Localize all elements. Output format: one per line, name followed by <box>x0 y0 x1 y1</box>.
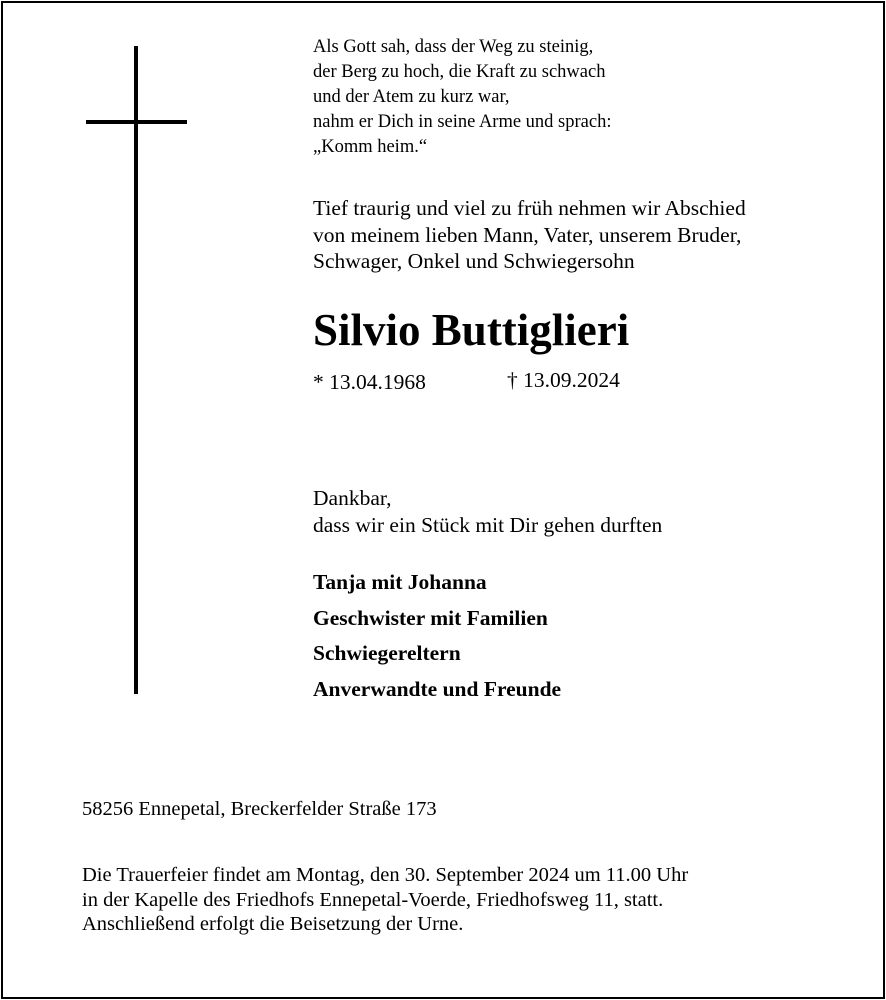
deceased-name: Silvio Buttiglieri <box>313 305 630 355</box>
intro-line: Tief traurig und viel zu früh nehmen wir Abschied <box>313 196 746 220</box>
mourner-entry: Schwiegereltern <box>313 641 461 665</box>
gratitude-line: Dankbar, <box>313 486 392 510</box>
gratitude-text <box>313 485 662 539</box>
gratitude-line: dass wir ein Stück mit Dir gehen durften <box>313 513 663 537</box>
poem-line: Als Gott sah, dass der Weg zu steinig, <box>313 37 594 57</box>
intro-line: Schwager, Onkel und Schwiegersohn <box>313 249 635 273</box>
funeral-notice-line: in der Kapelle des Friedhofs Ennepetal-Voerde, Friedhofsweg 11, statt. <box>82 888 664 911</box>
mourner-entry: Anverwandte und Freunde <box>313 676 562 701</box>
mourners-list <box>313 565 561 707</box>
death-date: † 13.09.2024 <box>507 368 620 392</box>
poem-line: der Berg zu hoch, die Kraft zu schwach <box>313 62 606 82</box>
poem-line: „Komm heim.“ <box>313 137 428 157</box>
farewell-intro <box>313 195 746 275</box>
birth-date: * 13.04.1968 <box>313 370 426 394</box>
poem-line: und der Atem zu kurz war, <box>313 87 510 107</box>
cross-icon-crossbar <box>86 120 187 124</box>
cross-icon <box>134 46 138 694</box>
poem-line: nahm er Dich in seine Arme und sprach: <box>313 112 612 132</box>
funeral-notice-line: Die Trauerfeier findet am Montag, den 30. September 2024 um 11.00 Uhr <box>82 864 689 886</box>
mourner-entry: Tanja mit Johanna <box>313 570 487 594</box>
funeral-notice <box>82 863 688 937</box>
funeral-notice-line: Anschließend erfolgt die Beisetzung der Urne. <box>82 913 464 935</box>
poem <box>313 35 611 160</box>
intro-line: von meinem lieben Mann, Vater, unserem Bruder, <box>313 222 742 247</box>
mourning-address: 58256 Ennepetal, Breckerfelder Straße 173 <box>82 798 437 820</box>
mourner-entry: Geschwister mit Familien <box>313 605 548 630</box>
